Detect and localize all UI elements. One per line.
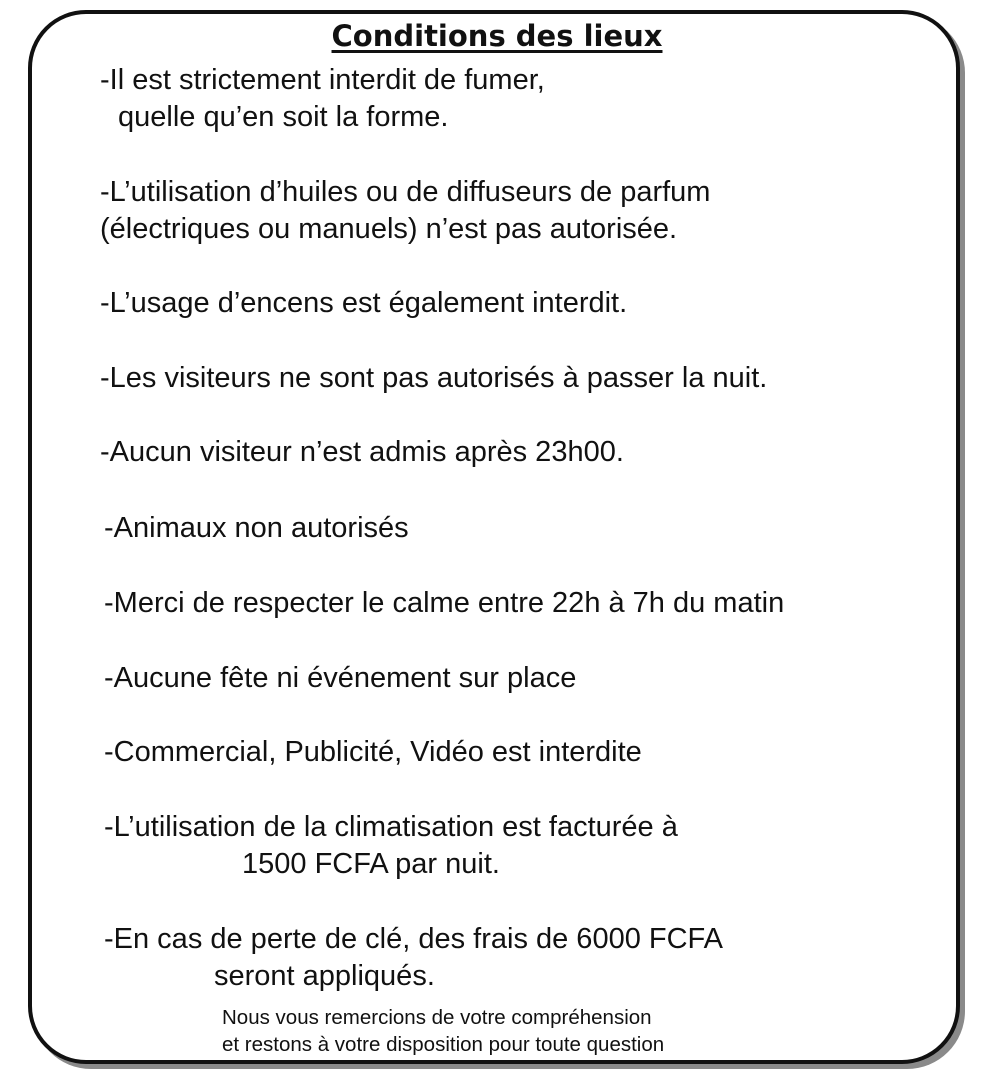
rule-quiet-hours: [104, 585, 784, 622]
rule-no-animals: [104, 510, 409, 547]
rule-line: -Merci de respecter le calme entre 22h à 7h du matin: [104, 587, 785, 619]
rule-line: -Animaux non autorisés: [104, 512, 409, 544]
rule-no-overnight-visitors: [100, 360, 767, 397]
page-title: Conditions des lieux: [331, 19, 663, 53]
rule-line: -Commercial, Publicité, Vidéo est interdite: [104, 736, 642, 768]
rule-line: -Les visiteurs ne sont pas autorisés à passer la nuit.: [100, 362, 768, 394]
footer-line: Nous vous remercions de votre compréhension: [222, 1006, 652, 1029]
rule-no-diffusers: [100, 174, 710, 248]
rule-line: -En cas de perte de clé, des frais de 6000 FCFA: [104, 923, 723, 955]
rule-visitor-curfew: [100, 434, 624, 471]
rule-line: 1500 FCFA par nuit.: [242, 848, 500, 880]
rule-line: seront appliqués.: [214, 960, 435, 992]
rule-no-incense: [100, 285, 627, 322]
rule-line: (électriques ou manuels) n’est pas autorisée.: [100, 213, 678, 245]
footer-line: et restons à votre disposition pour toute question: [222, 1033, 665, 1056]
rule-no-parties: [104, 660, 576, 697]
rule-line: -L’utilisation d’huiles ou de diffuseurs de parfum: [100, 176, 711, 208]
rule-line: quelle qu’en soit la forme.: [118, 101, 449, 133]
rule-line: -L’usage d’encens est également interdit.: [100, 287, 628, 319]
rule-line: -Aucune fête ni événement sur place: [104, 662, 577, 694]
rule-line: -L’utilisation de la climatisation est facturée à: [104, 811, 678, 843]
rule-no-commercial: [104, 734, 642, 771]
rule-no-smoking: [100, 62, 545, 136]
rule-line: -Aucun visiteur n’est admis après 23h00.: [100, 436, 624, 468]
footer-thanks: [222, 1004, 664, 1058]
rule-line: -Il est strictement interdit de fumer,: [100, 64, 545, 96]
rule-air-conditioning-fee: [104, 809, 678, 883]
rule-lost-key-fee: [104, 921, 723, 995]
